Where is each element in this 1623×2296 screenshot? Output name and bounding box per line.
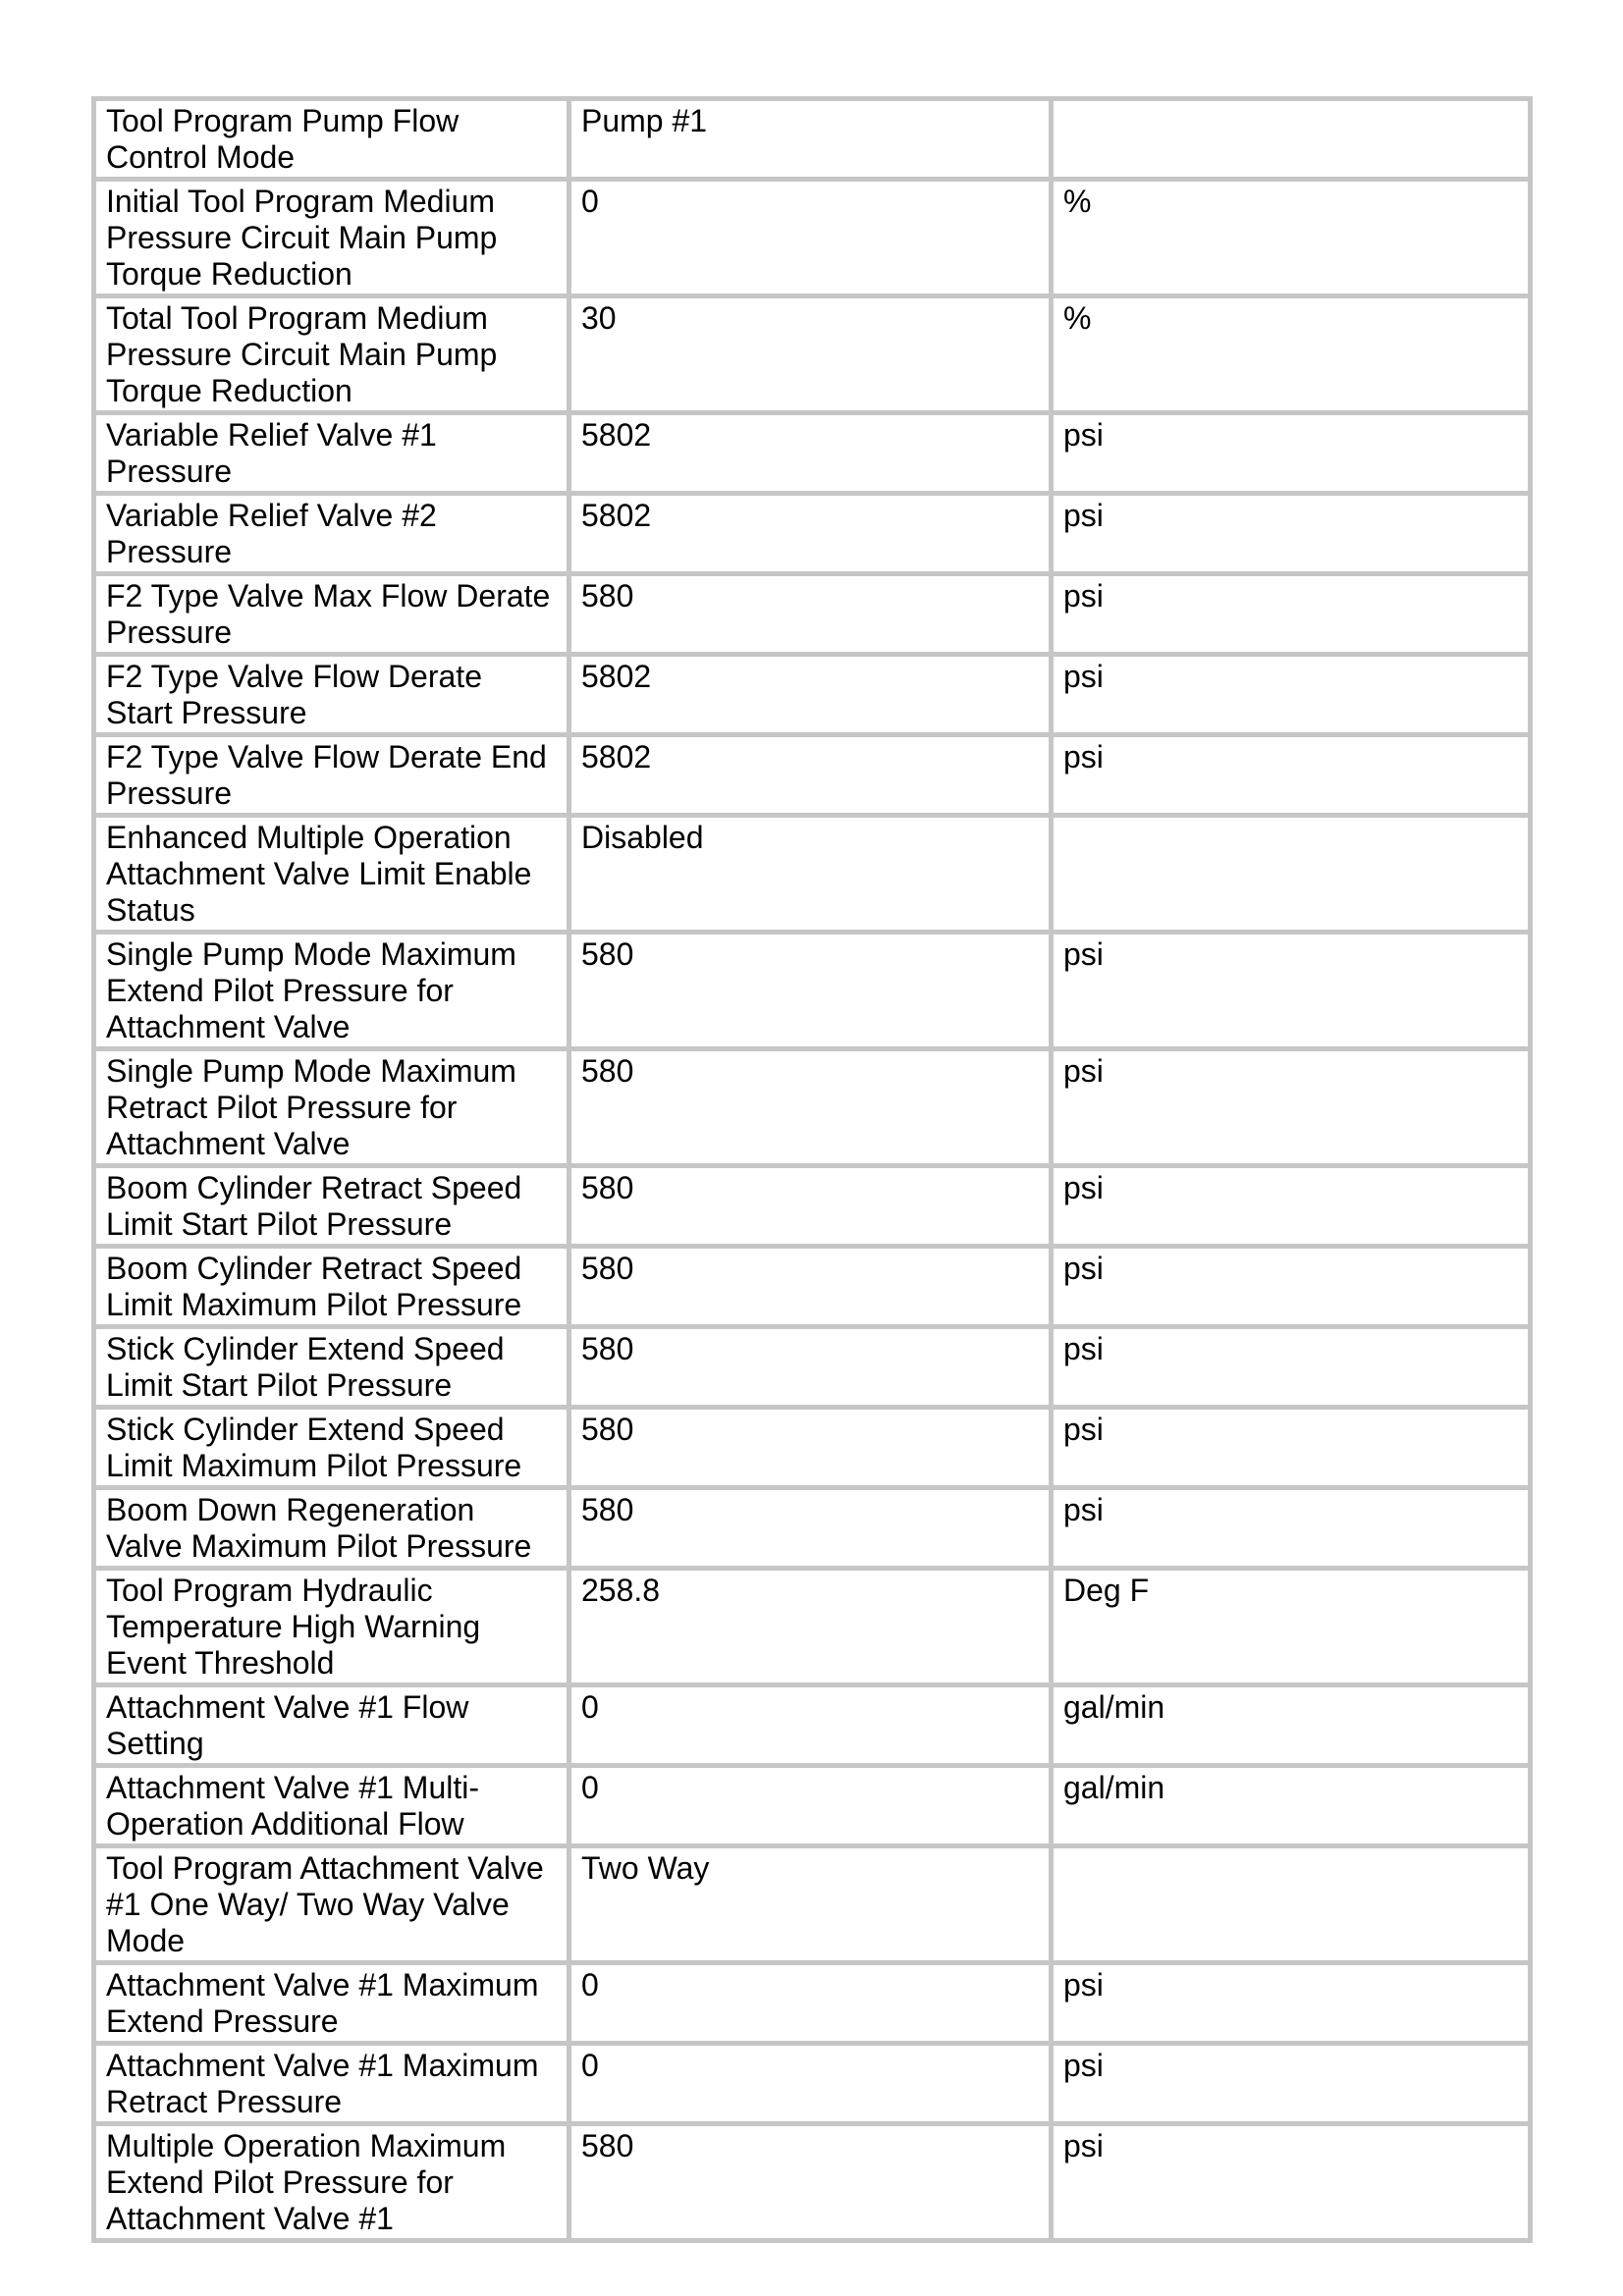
parameter-name-cell: Boom Cylinder Retract Speed Limit Start Pilot Pressure bbox=[94, 1166, 569, 1247]
parameter-value-cell: 0 bbox=[569, 1766, 1052, 1846]
parameter-unit-cell: gal/min bbox=[1052, 1766, 1531, 1846]
parameter-unit-cell: psi bbox=[1052, 494, 1531, 574]
table-row bbox=[94, 933, 1531, 1049]
table-row bbox=[94, 816, 1531, 933]
parameter-name-cell: F2 Type Valve Flow Derate End Pressure bbox=[94, 735, 569, 816]
parameter-unit-cell: psi bbox=[1052, 933, 1531, 1049]
parameter-unit-cell: psi bbox=[1052, 1247, 1531, 1327]
parameter-value-cell: 30 bbox=[569, 296, 1052, 413]
parameter-name-cell: F2 Type Valve Max Flow Derate Pressure bbox=[94, 574, 569, 655]
parameter-value-cell: 580 bbox=[569, 574, 1052, 655]
parameter-name-cell: Single Pump Mode Maximum Extend Pilot Pressure for Attachment Valve bbox=[94, 933, 569, 1049]
parameter-unit-cell: psi bbox=[1052, 655, 1531, 735]
table-row bbox=[94, 655, 1531, 735]
parameter-value-cell: 5802 bbox=[569, 735, 1052, 816]
parameter-name-cell: Multiple Operation Maximum Extend Pilot Pressure for Attachment Valve #1 bbox=[94, 2124, 569, 2241]
parameter-value-cell: 0 bbox=[569, 1963, 1052, 2044]
parameter-name-cell: Tool Program Pump Flow Control Mode bbox=[94, 99, 569, 180]
parameter-name-cell: Attachment Valve #1 Multi-Operation Additional Flow bbox=[94, 1766, 569, 1846]
parameter-name-cell: Variable Relief Valve #1 Pressure bbox=[94, 413, 569, 494]
parameter-unit-cell: psi bbox=[1052, 1408, 1531, 1488]
parameter-name-cell: Boom Cylinder Retract Speed Limit Maximum Pilot Pressure bbox=[94, 1247, 569, 1327]
parameter-unit-cell bbox=[1052, 1846, 1531, 1963]
parameter-value-cell: 5802 bbox=[569, 413, 1052, 494]
table-row bbox=[94, 2044, 1531, 2124]
parameter-value-cell: 580 bbox=[569, 1247, 1052, 1327]
table-row bbox=[94, 1963, 1531, 2044]
table-row bbox=[94, 296, 1531, 413]
parameter-value-cell: 5802 bbox=[569, 655, 1052, 735]
parameter-name-cell: Tool Program Hydraulic Temperature High Warning Event Threshold bbox=[94, 1569, 569, 1685]
parameter-name-cell: Initial Tool Program Medium Pressure Circuit Main Pump Torque Reduction bbox=[94, 180, 569, 296]
parameter-value-cell: 580 bbox=[569, 1166, 1052, 1247]
parameter-value-cell: 0 bbox=[569, 2044, 1052, 2124]
parameter-unit-cell: psi bbox=[1052, 1166, 1531, 1247]
parameter-unit-cell: psi bbox=[1052, 2044, 1531, 2124]
parameter-name-cell: Tool Program Attachment Valve #1 One Way/ Two Way Valve Mode bbox=[94, 1846, 569, 1963]
parameters-table bbox=[91, 96, 1533, 2243]
table-row bbox=[94, 99, 1531, 180]
parameter-value-cell: 5802 bbox=[569, 494, 1052, 574]
parameter-unit-cell: % bbox=[1052, 296, 1531, 413]
table-row bbox=[94, 180, 1531, 296]
parameter-value-cell: Pump #1 bbox=[569, 99, 1052, 180]
table-row bbox=[94, 1166, 1531, 1247]
parameter-unit-cell: Deg F bbox=[1052, 1569, 1531, 1685]
parameter-value-cell: 0 bbox=[569, 1685, 1052, 1766]
parameter-name-cell: Stick Cylinder Extend Speed Limit Start Pilot Pressure bbox=[94, 1327, 569, 1408]
parameter-value-cell: 580 bbox=[569, 1049, 1052, 1166]
table-row bbox=[94, 1569, 1531, 1685]
table-row bbox=[94, 1766, 1531, 1846]
parameter-name-cell: Variable Relief Valve #2 Pressure bbox=[94, 494, 569, 574]
table-row bbox=[94, 1846, 1531, 1963]
parameter-unit-cell: psi bbox=[1052, 1327, 1531, 1408]
parameter-unit-cell: psi bbox=[1052, 2124, 1531, 2241]
parameter-name-cell: Attachment Valve #1 Flow Setting bbox=[94, 1685, 569, 1766]
parameter-name-cell: Total Tool Program Medium Pressure Circuit Main Pump Torque Reduction bbox=[94, 296, 569, 413]
table-row bbox=[94, 1247, 1531, 1327]
parameter-value-cell: 258.8 bbox=[569, 1569, 1052, 1685]
parameter-unit-cell: gal/min bbox=[1052, 1685, 1531, 1766]
table-row bbox=[94, 413, 1531, 494]
parameter-value-cell: 580 bbox=[569, 2124, 1052, 2241]
parameter-unit-cell bbox=[1052, 99, 1531, 180]
table-row bbox=[94, 1685, 1531, 1766]
parameter-unit-cell bbox=[1052, 816, 1531, 933]
table-row bbox=[94, 735, 1531, 816]
parameter-value-cell: 580 bbox=[569, 1327, 1052, 1408]
table-row bbox=[94, 574, 1531, 655]
parameter-value-cell: Disabled bbox=[569, 816, 1052, 933]
parameter-name-cell: Single Pump Mode Maximum Retract Pilot Pressure for Attachment Valve bbox=[94, 1049, 569, 1166]
parameter-name-cell: Stick Cylinder Extend Speed Limit Maximum Pilot Pressure bbox=[94, 1408, 569, 1488]
table-row bbox=[94, 1488, 1531, 1569]
parameter-value-cell: Two Way bbox=[569, 1846, 1052, 1963]
parameter-value-cell: 580 bbox=[569, 1408, 1052, 1488]
parameter-value-cell: 580 bbox=[569, 1488, 1052, 1569]
table-row bbox=[94, 1049, 1531, 1166]
parameter-name-cell: F2 Type Valve Flow Derate Start Pressure bbox=[94, 655, 569, 735]
parameter-unit-cell: psi bbox=[1052, 574, 1531, 655]
table-row bbox=[94, 2124, 1531, 2241]
parameter-name-cell: Attachment Valve #1 Maximum Retract Pressure bbox=[94, 2044, 569, 2124]
parameter-unit-cell: psi bbox=[1052, 1963, 1531, 2044]
table-row bbox=[94, 494, 1531, 574]
table-row bbox=[94, 1327, 1531, 1408]
parameter-unit-cell: psi bbox=[1052, 735, 1531, 816]
parameter-name-cell: Enhanced Multiple Operation Attachment Valve Limit Enable Status bbox=[94, 816, 569, 933]
parameter-unit-cell: % bbox=[1052, 180, 1531, 296]
table-row bbox=[94, 1408, 1531, 1488]
parameter-value-cell: 580 bbox=[569, 933, 1052, 1049]
parameter-name-cell: Boom Down Regeneration Valve Maximum Pilot Pressure bbox=[94, 1488, 569, 1569]
parameter-unit-cell: psi bbox=[1052, 1488, 1531, 1569]
parameter-value-cell: 0 bbox=[569, 180, 1052, 296]
parameter-unit-cell: psi bbox=[1052, 413, 1531, 494]
parameter-name-cell: Attachment Valve #1 Maximum Extend Pressure bbox=[94, 1963, 569, 2044]
parameter-unit-cell: psi bbox=[1052, 1049, 1531, 1166]
